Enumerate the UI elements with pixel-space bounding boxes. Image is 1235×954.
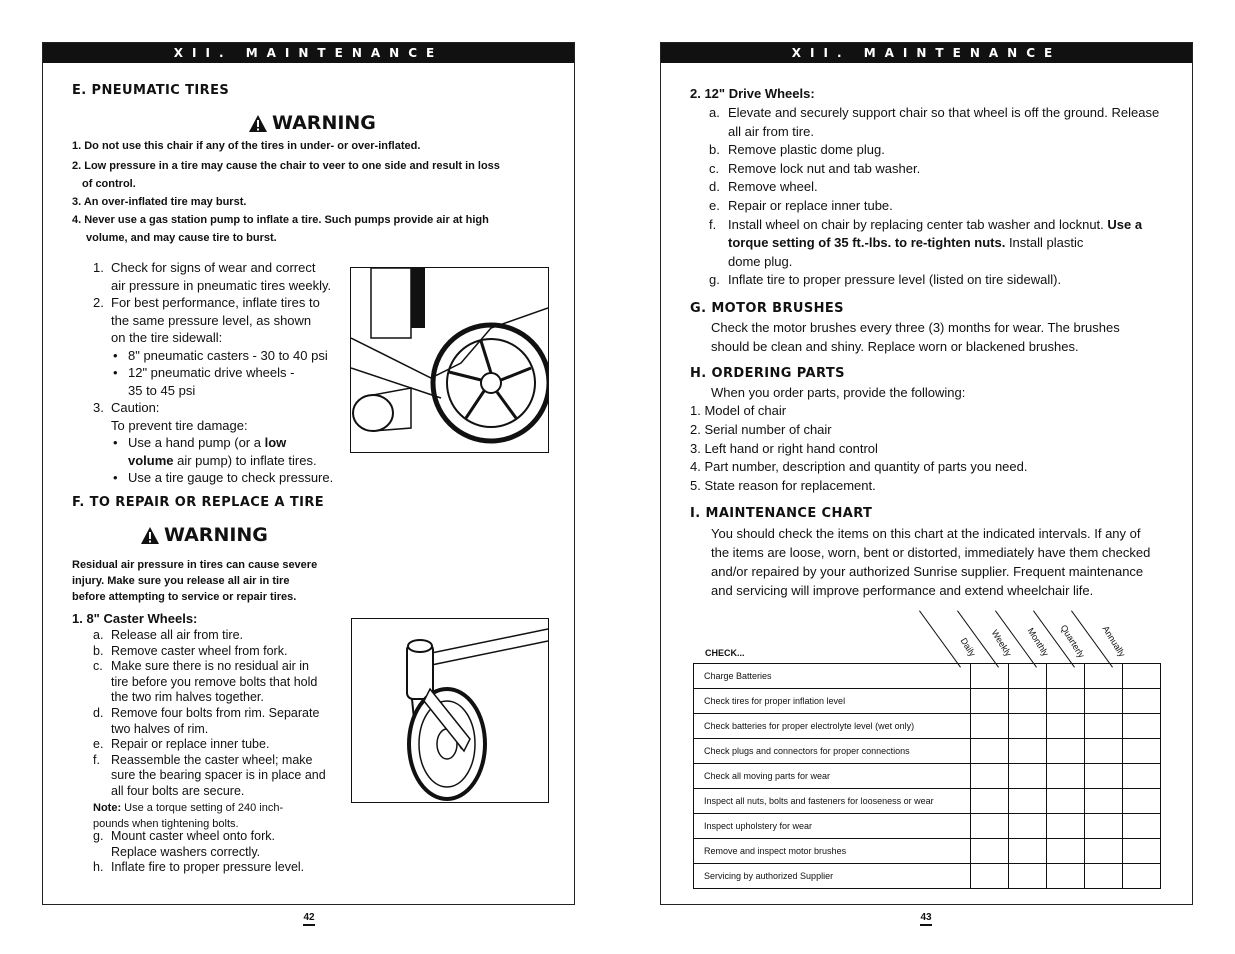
list-item: Replace washers correctly. [111, 844, 261, 859]
warning-line: volume, and may cause tire to burst. [86, 232, 277, 244]
list-item: all four bolts are secure. [111, 783, 245, 798]
interval-annually: Annually [1100, 624, 1128, 659]
list-item: c. Remove lock nut and tab washer. [709, 160, 921, 176]
drive-wheel-illustration [350, 267, 549, 453]
residual-air-warning [72, 557, 362, 605]
page-number-left: 42 [299, 912, 319, 926]
list-item: 1. Check for signs of wear and correct [93, 260, 316, 275]
list-item: To prevent tire damage: [111, 417, 248, 433]
list-item: a. Release all air from tire. [93, 628, 243, 642]
list-item: 1. Model of chair [690, 403, 787, 418]
maintenance-chart-table [693, 663, 1161, 889]
list-item: all air from tire. [728, 123, 814, 139]
section-f-title: F. TO REPAIR OR REPLACE A TIRE [72, 495, 325, 510]
table-row: Check tires for proper inflation level [694, 689, 1161, 714]
tire-warnings [72, 137, 552, 247]
list-item: 3. Left hand or right hand control [690, 440, 878, 456]
list-item: • Use a tire gauge to check pressure. [113, 470, 334, 485]
warning-label: WARNING [164, 524, 268, 546]
ordering-intro: When you order parts, provide the following: [711, 385, 966, 400]
list-item: sure the bearing spacer is in place and [111, 768, 326, 783]
warning-triangle-icon [140, 526, 160, 545]
interval-quarterly: Quarterly [1058, 623, 1087, 660]
tire-care-list [93, 259, 353, 487]
section-header: XII. MAINTENANCE [43, 43, 574, 63]
list-item: 3. Caution: [93, 400, 160, 415]
chart-intro: You should check the items on this chart at the indicated intervals. If any of the items are loose, worn, bent or distorted, immediately have them checked and/or repaired by your authorized Sunrise supplier. Frequent maintenance and servicing will improve performance and extend wheelchair life. [711, 526, 1151, 598]
warning-triangle-icon [248, 114, 268, 133]
list-item: 5. State reason for replacement. [690, 478, 876, 494]
list-item: dome plug. [728, 253, 793, 269]
warning-heading-1 [248, 112, 376, 134]
list-item: e. Repair or replace inner tube. [93, 737, 270, 752]
list-item: b. Remove caster wheel from fork. [93, 643, 288, 658]
interval-monthly: Monthly [1025, 626, 1051, 659]
ordering-list [690, 402, 1028, 496]
caster-wheel-illustration [351, 618, 549, 803]
list-item: • Use a hand pump (or a low [113, 435, 287, 450]
drive-wheel-steps [709, 104, 1179, 290]
table-row: Inspect upholstery for wear [694, 814, 1161, 839]
section-g-title: G. MOTOR BRUSHES [690, 301, 844, 316]
list-item: d. Remove four bolts from rim. Separate [93, 705, 320, 720]
list-item: 2. Serial number of chair [690, 421, 832, 437]
table-row: Charge Batteries [694, 664, 1161, 689]
warning-line: injury. Make sure you release all air in tire [72, 575, 290, 587]
list-item: e. Repair or replace inner tube. [709, 197, 893, 213]
list-item: the two rim halves together. [111, 690, 264, 705]
table-row: Check all moving parts for wear [694, 764, 1161, 789]
list-item: two halves of rim. [111, 721, 209, 736]
list-item: tire before you remove bolts that hold [111, 674, 318, 689]
caster-wheels-title: 1. 8" Caster Wheels: [72, 611, 198, 626]
warning-line: before attempting to service or repair tires. [72, 591, 297, 603]
section-i-title: I. MAINTENANCE CHART [690, 506, 873, 521]
check-label: CHECK... [705, 648, 745, 658]
list-item: h. Inflate fire to proper pressure level. [93, 860, 305, 875]
left-page [42, 42, 575, 905]
page-number-right: 43 [916, 912, 936, 926]
warning-line: 4. Never use a gas station pump to inflate a tire. Such pumps provide air at high [72, 214, 489, 226]
caster-steps [93, 628, 353, 800]
warning-line: 2. Low pressure in a tire may cause the chair to veer to one side and result in loss [72, 160, 500, 172]
list-item: a. Elevate and securely support chair so that wheel is off the ground. Release [709, 105, 1160, 120]
list-item: the same pressure level, as shown [111, 312, 312, 328]
list-item: c. Make sure there is no residual air in [93, 659, 310, 674]
table-row: Check batteries for proper electrolyte level (wet only) [694, 714, 1161, 739]
table-row: Inspect all nuts, bolts and fasteners for looseness or wear [694, 789, 1161, 814]
warning-heading-2 [140, 524, 268, 546]
table-row: Remove and inspect motor brushes [694, 839, 1161, 864]
table-row: Check plugs and connectors for proper connections [694, 739, 1161, 764]
torque-note: Note: Use a torque setting of 240 inch- [93, 802, 284, 814]
list-item: 4. Part number, description and quantity of parts you need. [690, 459, 1028, 475]
interval-daily: Daily [958, 636, 978, 659]
right-page [660, 42, 1193, 905]
warning-line: Residual air pressure in tires can cause severe [72, 559, 318, 571]
torque-note-cont: pounds when tightening bolts. [93, 818, 239, 830]
list-item: d. Remove wheel. [709, 179, 818, 195]
warning-label: WARNING [272, 112, 376, 134]
list-item: g. Mount caster wheel onto fork. [93, 829, 275, 843]
caster-steps-final [93, 829, 353, 876]
section-header: XII. MAINTENANCE [661, 43, 1192, 63]
interval-weekly: Weekly [989, 628, 1014, 659]
list-item: air pressure in pneumatic tires weekly. [111, 277, 332, 293]
list-item: torque setting of 35 ft.-lbs. to re-tighten nuts. Install plastic [728, 235, 1084, 251]
list-item: 2. For best performance, inflate tires to [93, 295, 320, 310]
list-item: f. Reassemble the caster wheel; make [93, 752, 313, 767]
list-item: • 8" pneumatic casters - 30 to 40 psi [113, 347, 328, 363]
list-item: • 12" pneumatic drive wheels - [113, 365, 295, 380]
warning-line: 1. Do not use this chair if any of the tires in under- or over-inflated. [72, 140, 421, 152]
list-item: g. Inflate tire to proper pressure level (listed on tire sidewall). [709, 272, 1062, 288]
list-item: volume air pump) to inflate tires. [128, 452, 317, 468]
motor-brushes-text: Check the motor brushes every three (3) months for wear. The brushes should be clean and shiny. Replace worn or blackened brushes. [711, 320, 1120, 354]
section-h-title: H. ORDERING PARTS [690, 366, 845, 381]
drive-wheels-title: 2. 12" Drive Wheels: [690, 86, 815, 101]
list-item: 35 to 45 psi [128, 382, 196, 398]
list-item: b. Remove plastic dome plug. [709, 142, 885, 158]
section-e-title: E. PNEUMATIC TIRES [72, 83, 230, 98]
list-item: on the tire sidewall: [111, 330, 223, 345]
list-item: f. Install wheel on chair by replacing center tab washer and locknut. Use a [709, 216, 1143, 232]
table-row: Servicing by authorized Supplier [694, 864, 1161, 889]
warning-line: of control. [82, 178, 136, 190]
warning-line: 3. An over-inflated tire may burst. [72, 196, 247, 208]
